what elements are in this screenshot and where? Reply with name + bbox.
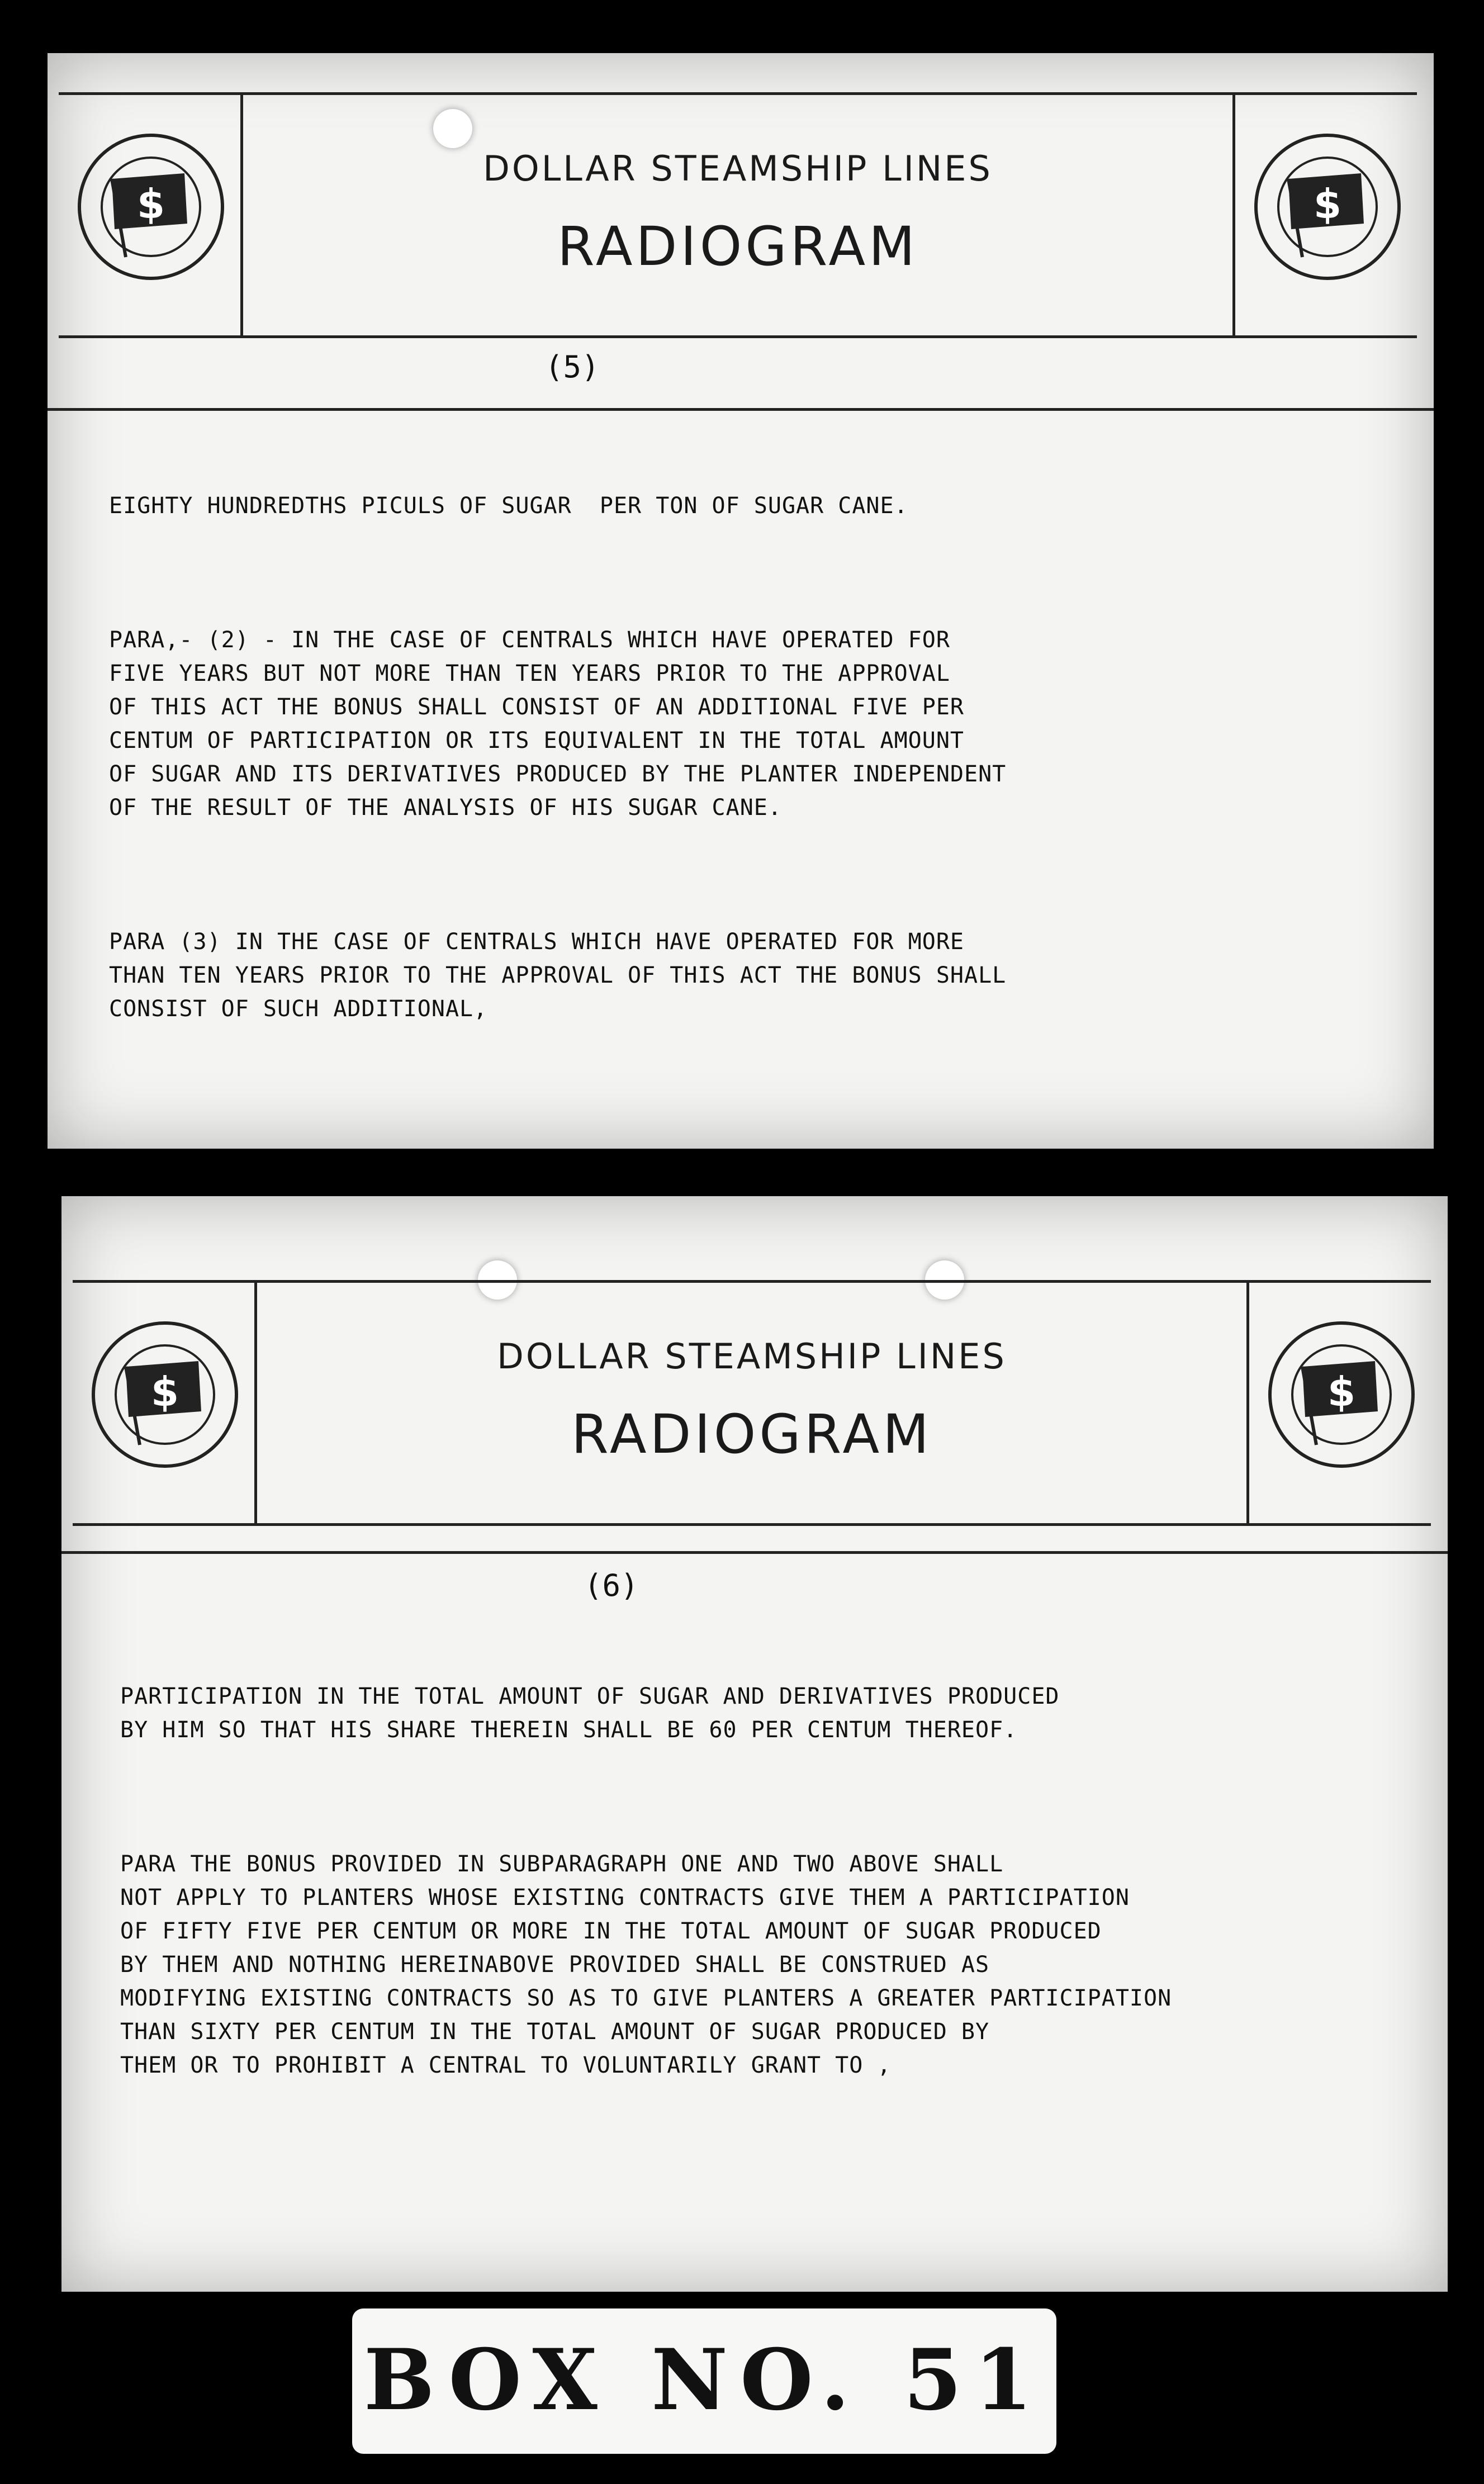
form-title: RADIOGRAM [571,1403,932,1466]
message-paragraph: EIGHTY HUNDREDTHS PICULS OF SUGAR PER TON OF SUGAR CANE. [109,493,908,519]
company-name: DOLLAR STEAMSHIP LINES [483,148,993,189]
message-paragraph: PARA (3) IN THE CASE OF CENTRALS WHICH HAVE OPERATED FOR MORE THAN TEN YEARS PRIOR TO THE APPROVAL OF THIS ACT THE BONUS SHALL CONSIST OF SUCH ADDITIONAL, [109,929,1007,1022]
svg-text:$: $ [1313,181,1342,227]
message-body [109,422,1006,1126]
message-paragraph: PARTICIPATION IN THE TOTAL AMOUNT OF SUGAR AND DERIVATIVES PRODUCED BY HIM SO THAT HIS SHARE THEREIN SHALL BE 60 PER CENTUM THEREOF. [120,1684,1060,1743]
svg-text:$: $ [136,181,165,227]
svg-text:$: $ [150,1368,179,1415]
page-number: (5) [545,349,600,385]
company-logo [87,1316,243,1473]
page-number: (6) [584,1568,639,1603]
radiogram-header [73,1280,1431,1526]
logo-cell-right [1246,1283,1431,1523]
radiogram-sheet-1 [48,53,1434,1149]
message-body [120,1613,1172,2183]
message-paragraph: PARA THE BONUS PROVIDED IN SUBPARAGRAPH ONE AND TWO ABOVE SHALL NOT APPLY TO PLANTERS WHOSE EXISTING CONTRACTS GIVE THEM A PARTICIPATION OF FIFTY FIVE PER CENTUM OR MORE IN THE TOTAL AMOUNT OF SUGAR PRODUCED BY THEM AND NOTHING HEREINABOVE PROVIDED SHALL BE CONSTRUED AS MODIFYING EXISTING CONTRACTS SO AS TO GIVE PLANTERS A GREATER PARTICIPATION THAN SIXTY PER CENTUM IN THE TOTAL AMOUNT OF SUGAR PRODUCED BY THEM OR TO PROHIBIT A CENTRAL TO VOLUNTARILY GRANT TO , [120,1851,1172,2078]
company-logo [1249,129,1406,285]
svg-text:$: $ [1327,1368,1356,1415]
radiogram-header [59,92,1417,338]
radiogram-sheet-2 [61,1196,1448,2292]
archive-box-label [352,2308,1056,2454]
message-paragraph: PARA,- (2) - IN THE CASE OF CENTRALS WHICH HAVE OPERATED FOR FIVE YEARS BUT NOT MORE THAN TEN YEARS PRIOR TO THE APPROVAL OF THIS ACT THE BONUS SHALL CONSIST OF AN ADDITIONAL FIVE PER CENTUM OF PARTICIPATION OR ITS EQUIVALENT IN THE TOTAL AMOUNT OF SUGAR AND ITS DERIVATIVES PRODUCED BY THE PLANTER INDEPENDENT OF THE RESULT OF THE ANALYSIS OF HIS SUGAR CANE. [109,627,1007,821]
company-name: DOLLAR STEAMSHIP LINES [497,1336,1007,1377]
box-number: BOX NO. 51 [363,2331,1045,2429]
logo-cell-left [59,95,243,335]
company-logo [1263,1316,1420,1473]
company-logo [73,129,229,285]
logo-cell-right [1232,95,1417,335]
divider [61,1551,1448,1554]
divider [48,408,1434,411]
form-title: RADIOGRAM [557,215,918,278]
logo-cell-left [73,1283,257,1523]
